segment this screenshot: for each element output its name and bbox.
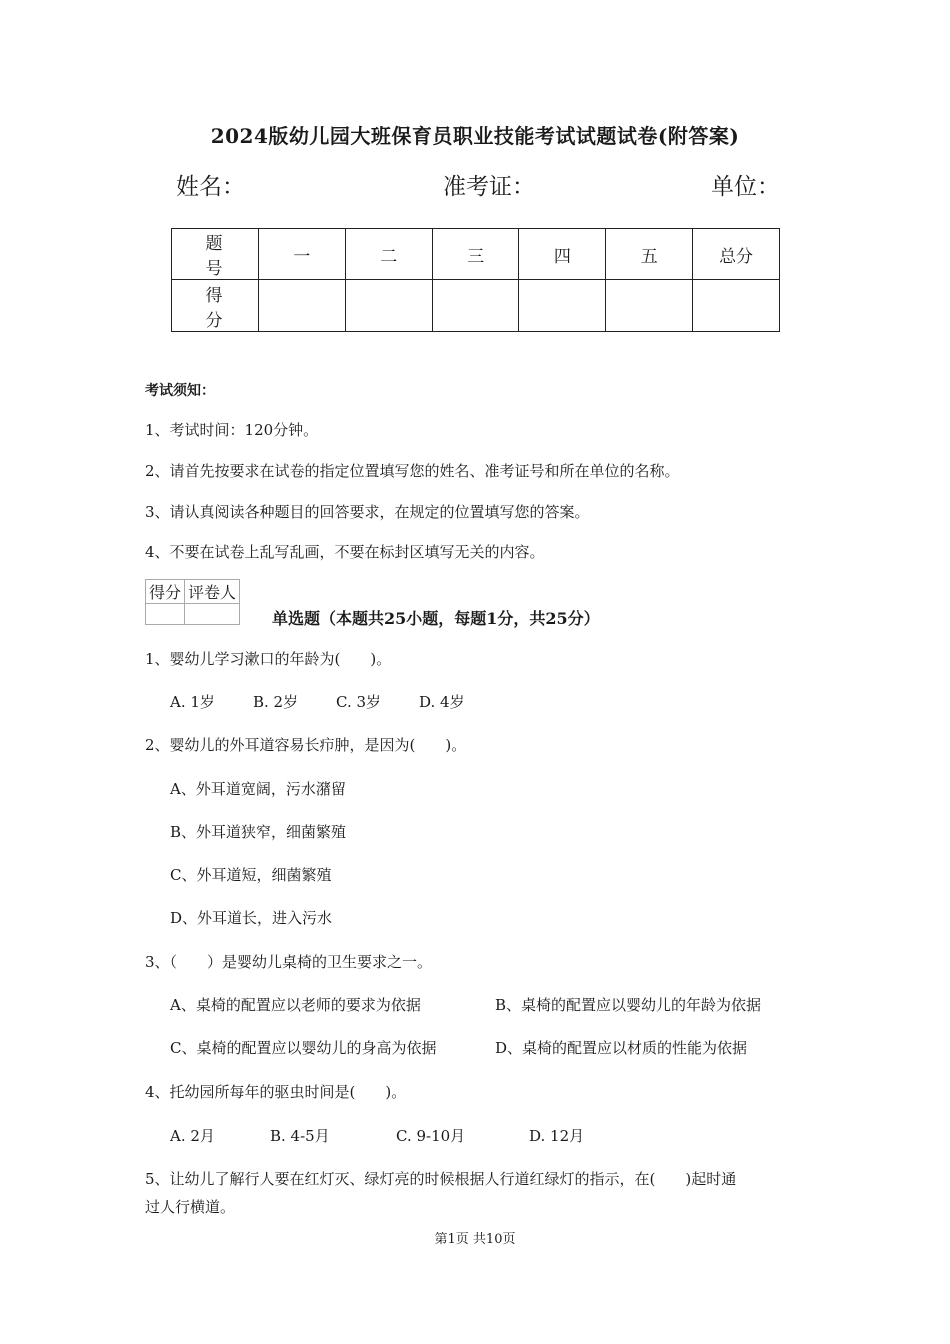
section-2-header: 二 [345, 229, 432, 280]
section-5-header: 五 [606, 229, 693, 280]
score-cell [259, 280, 346, 332]
option-b: B. 4-5月 [270, 1127, 330, 1145]
notice-title: 考试须知： [145, 383, 215, 399]
option-a: A. 2月 [170, 1127, 215, 1145]
notice-item: 4、不要在试卷上乱写乱画，不要在标封区填写无关的内容。 [145, 543, 545, 561]
question-number-label: 题 号 [172, 229, 259, 280]
score-table [171, 228, 780, 332]
question-stem: 4、托幼园所每年的驱虫时间是( )。 [145, 1083, 407, 1101]
option-c: C. 9-10月 [396, 1127, 466, 1145]
section-3-header: 三 [432, 229, 519, 280]
option-a: A、外耳道宽阔，污水潴留 [170, 780, 346, 798]
question-options [170, 691, 465, 712]
option-b: B. 2岁 [253, 693, 299, 711]
section-4-header: 四 [519, 229, 606, 280]
grader-name-cell [185, 604, 240, 625]
option-d: D、桌椅的配置应以材质的性能为依据 [495, 1039, 748, 1057]
unit-label: 单位： [711, 174, 780, 200]
option-b: B、外耳道狭窄，细菌繁殖 [170, 823, 347, 841]
score-cell [519, 280, 606, 332]
question-stem: 1、婴幼儿学习漱口的年龄为( )。 [145, 650, 392, 668]
option-d: D. 12月 [529, 1127, 585, 1145]
score-cell [345, 280, 432, 332]
total-header: 总分 [693, 229, 780, 280]
section-1-header: 一 [259, 229, 346, 280]
grader-score-cell [146, 604, 185, 625]
question-stem: 5、让幼儿了解行人要在红灯灭、绿灯亮的时候根据人行道红绿灯的指示，在( )起时通 [145, 1170, 737, 1188]
score-cell [693, 280, 780, 332]
score-cell [606, 280, 693, 332]
question-options [170, 1125, 584, 1146]
option-c: C、外耳道短，细菌繁殖 [170, 866, 332, 884]
grader-box [145, 579, 240, 625]
grader-score-label: 得分 [146, 580, 185, 604]
notice-item: 1、考试时间：120分钟。 [145, 421, 319, 439]
option-d: D、外耳道长，进入污水 [170, 909, 333, 927]
score-label: 得 分 [172, 280, 259, 332]
exam-id-label: 准考证： [443, 174, 535, 200]
option-b: B、桌椅的配置应以婴幼儿的年龄为依据 [495, 996, 762, 1014]
grader-label: 评卷人 [185, 580, 240, 604]
page-footer: 第1页 共10页 [434, 1232, 516, 1247]
score-cell [432, 280, 519, 332]
option-a: A. 1岁 [170, 693, 215, 711]
option-c: C. 3岁 [336, 693, 382, 711]
option-c: C、桌椅的配置应以婴幼儿的身高为依据 [170, 1039, 437, 1057]
question-stem-continued: 过人行横道。 [145, 1198, 236, 1216]
notice-item: 2、请首先按要求在试卷的指定位置填写您的姓名、准考证号和所在单位的名称。 [145, 462, 680, 480]
section-title: 单选题（本题共25小题，每题1分，共25分） [272, 609, 600, 628]
score-table-header-row [172, 229, 780, 280]
notice-item: 3、请认真阅读各种题目的回答要求，在规定的位置填写您的答案。 [145, 503, 590, 521]
option-d: D. 4岁 [419, 693, 465, 711]
page-title: 2024版幼儿园大班保育员职业技能考试试题试卷(附答案) [210, 124, 740, 148]
question-stem: 3、（ ）是婴幼儿桌椅的卫生要求之一。 [145, 953, 433, 971]
option-a: A、桌椅的配置应以老师的要求为依据 [170, 996, 421, 1014]
name-label: 姓名： [176, 174, 245, 200]
score-table-score-row [172, 280, 780, 332]
question-stem: 2、婴幼儿的外耳道容易长疖肿，是因为( )。 [145, 736, 467, 754]
